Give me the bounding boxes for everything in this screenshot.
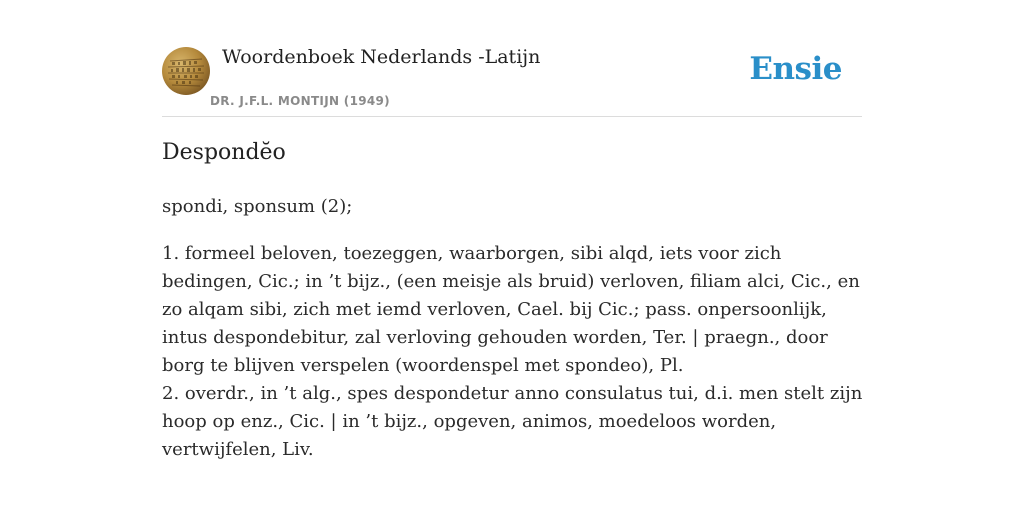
entry-definitions bbox=[162, 240, 867, 464]
definition-item: 1. formeel beloven, toezeggen, waarborgen, sibi alqd, iets voor zich bedingen, Cic.; in ’t bijz., (een meisje als bruid) verloven, filiam alci, Cic., en zo alqam sibi, zich met iemd verloven, Cael. bij Cic.; pass. onpersoonlijk, intus despondebitur, zal verloving gehouden worden, Ter. | praegn., door borg te blijven verspelen (woordenspel met spondeo), Pl. bbox=[162, 243, 860, 376]
book-author: DR. J.F.L. MONTIJN (1949) bbox=[210, 94, 390, 108]
entry-headword: Despondĕo bbox=[162, 140, 286, 165]
entry-body bbox=[162, 193, 867, 483]
book-cover-art bbox=[162, 47, 210, 95]
definition-item: 2. overdr., in ’t alg., spes despondetur anno consulatus tui, d.i. men stelt zijn hoop op enz., Cic. | in ’t bijz., opgeven, animos, moedeloos worden, vertwijfelen, Liv. bbox=[162, 383, 863, 460]
header bbox=[162, 40, 862, 117]
book-cover-thumbnail[interactable] bbox=[162, 47, 210, 95]
brand-logo[interactable]: Ensie bbox=[749, 51, 842, 87]
book-title[interactable]: Woordenboek Nederlands -Latijn bbox=[222, 46, 541, 68]
entry-forms: spondi, sponsum (2); bbox=[162, 196, 353, 217]
